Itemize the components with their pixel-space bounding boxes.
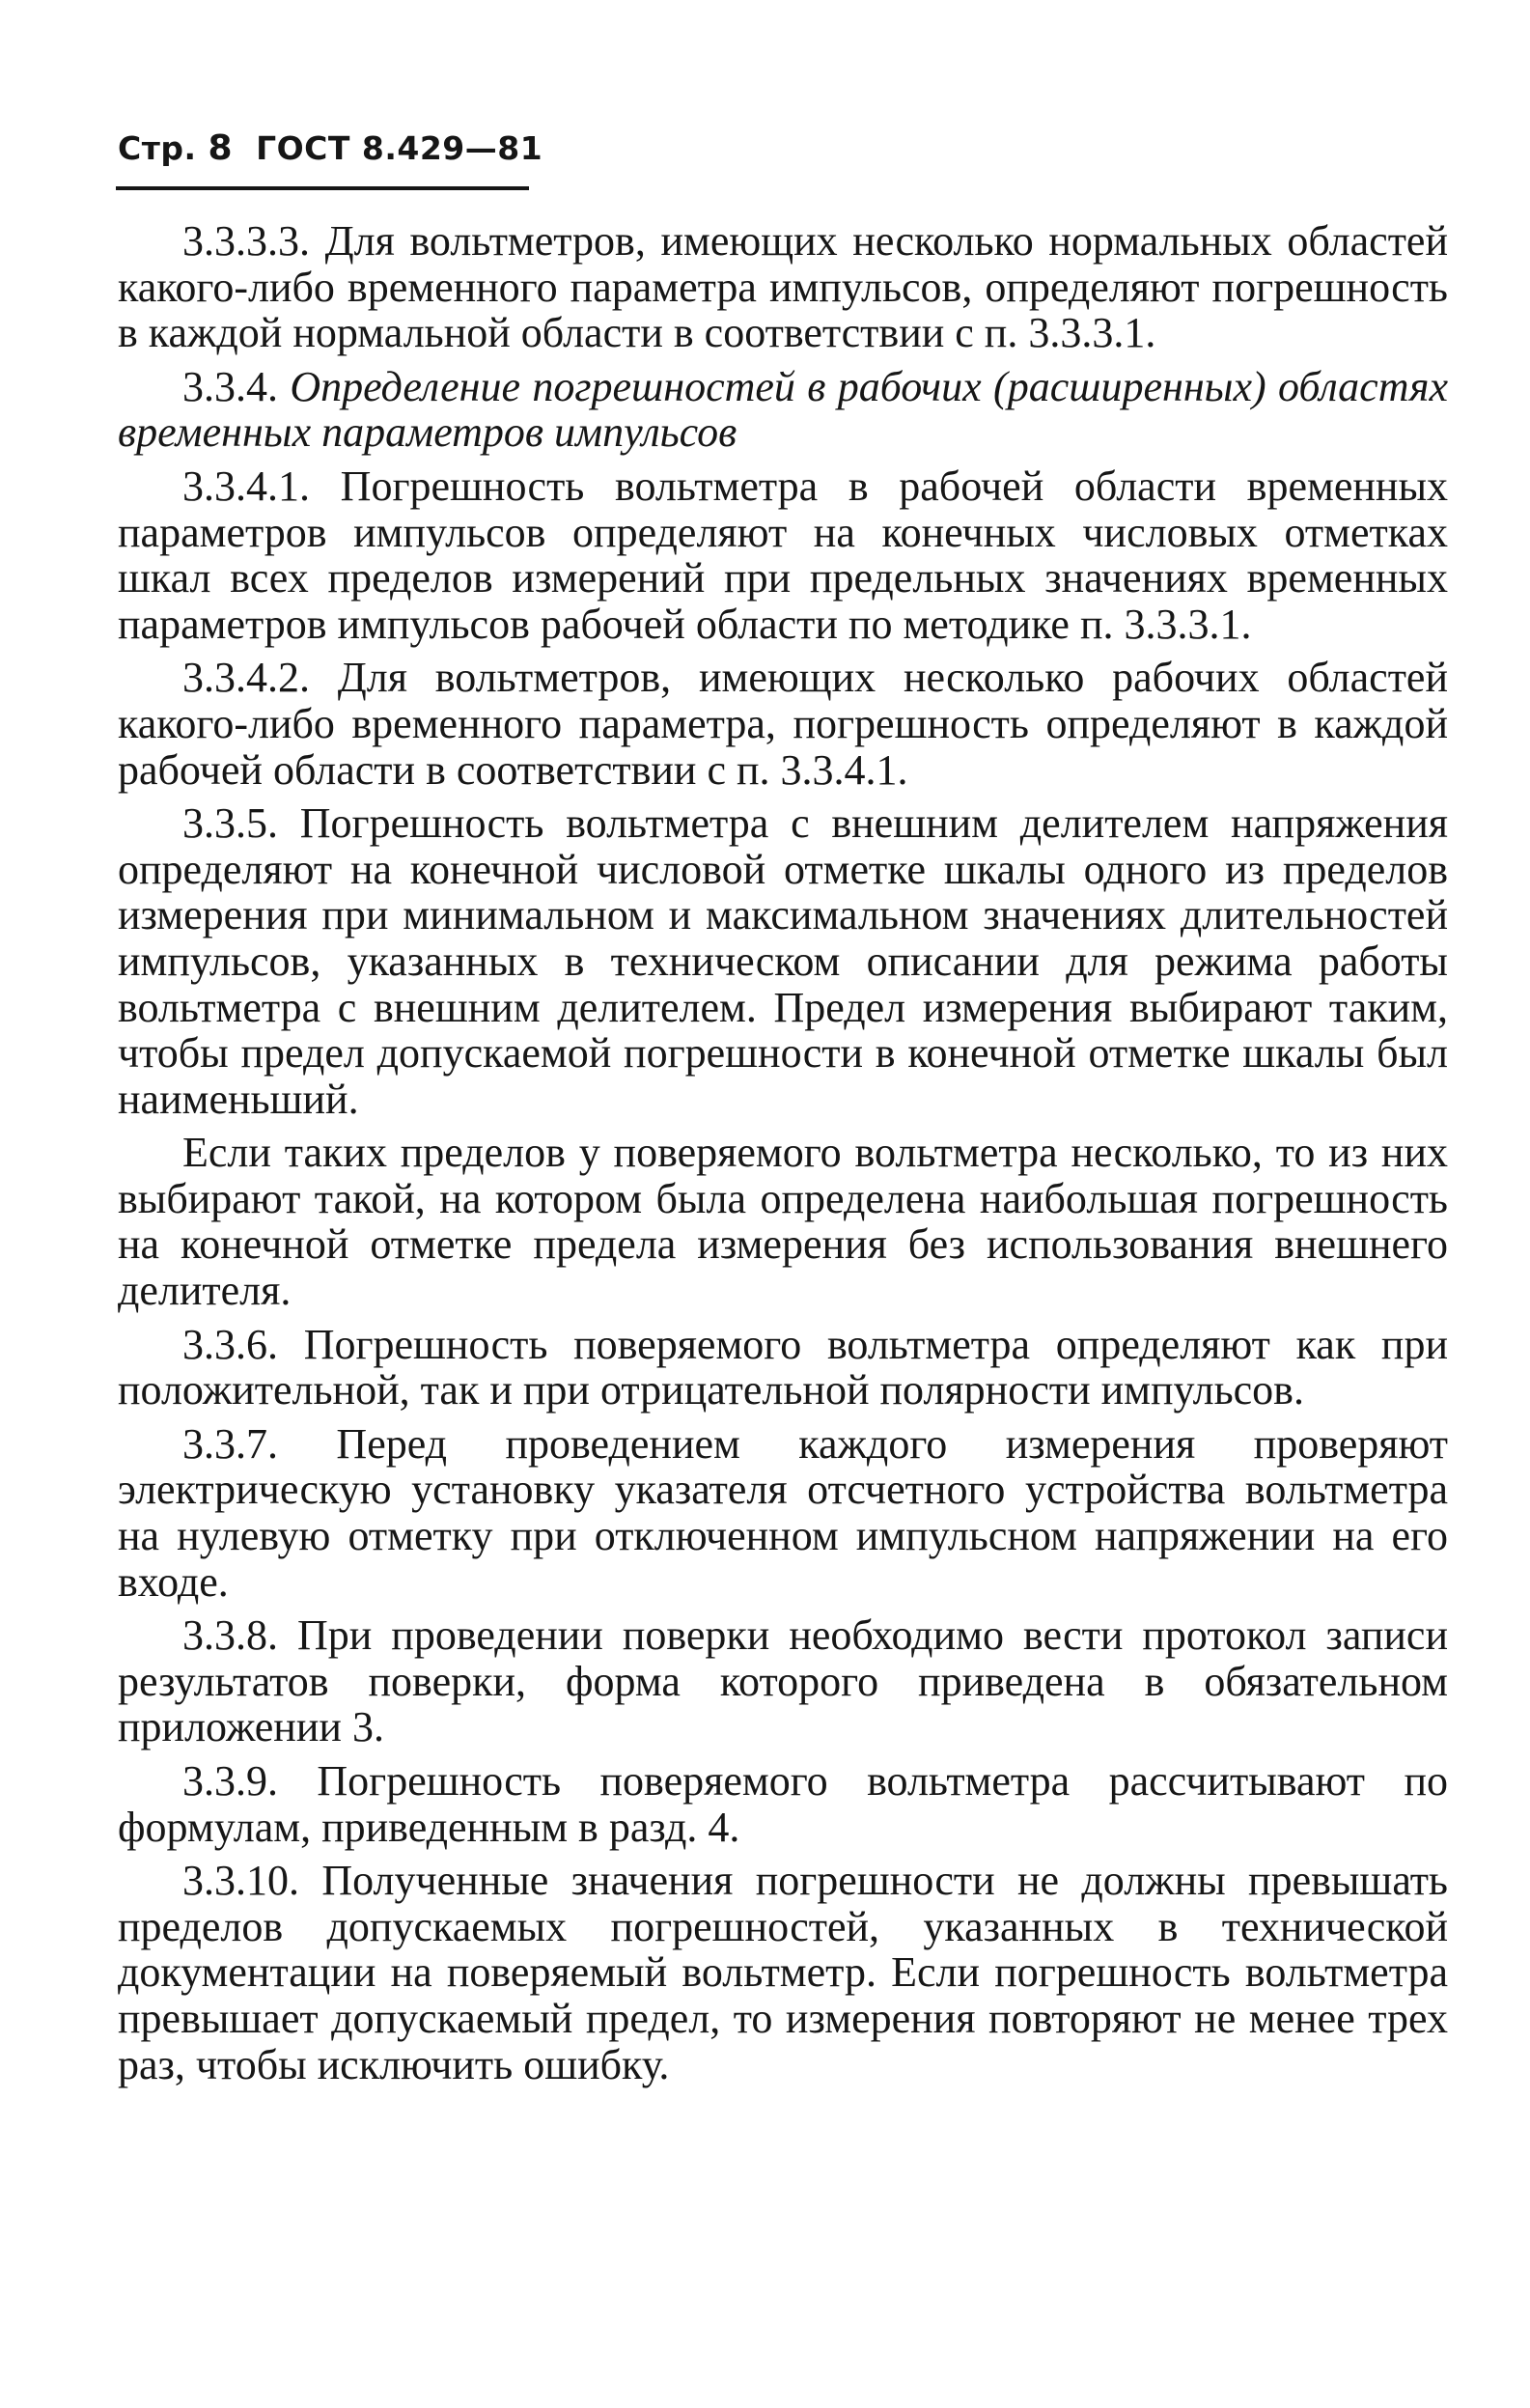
paragraph-number: 3.3.6. [182, 1320, 278, 1368]
paragraph-number: 3.3.8. [182, 1611, 278, 1660]
paragraph-number: 3.3.7. [182, 1419, 278, 1468]
paragraph-number: 3.3.9. [182, 1757, 278, 1805]
paragraph-3-3-9 [118, 1758, 1448, 1850]
paragraph-3-3-8 [118, 1612, 1448, 1750]
page-number: 8 [208, 128, 234, 168]
paragraph-text: Полученные значения погрешности не должны превышать пределов допускаемых погрешностей, указанных в технической документации на поверяемый вольтметр. Если погрешность вольтметра превышает допускаемый предел, то измерения повторяют не менее трех раз, чтобы исключить ошибку. [118, 1857, 1448, 2088]
paragraph-number: 3.3.10. [182, 1857, 299, 1905]
section-heading-text: Определение погрешностей в рабочих (расширенных) областях временных параметров импульсов [118, 362, 1448, 457]
paragraph-number: 3.3.4.1. [182, 462, 310, 510]
paragraph-text: При проведении поверки необходимо вести протокол записи результатов поверки, форма которого приведена в обязательном приложении 3. [118, 1611, 1448, 1751]
paragraph-text: Перед проведением каждого измерения проверяют электрическую установку указателя отсчетного устройства вольтметра на нулевую отметку при отключенном импульсном напряжении на его входе. [118, 1419, 1449, 1606]
paragraph-text: Погрешность поверяемого вольтметра определяют как при положительной, так и при отрицательной полярности импульсов. [118, 1320, 1448, 1414]
paragraph-text: Погрешность вольтметра в рабочей области временных параметров импульсов определяют на конечных числовых отметках шкал всех пределов измерений при предельных значениях временных параметров импульсов рабочей области по методике п. 3.3.3.1. [118, 462, 1449, 648]
paragraph-3-3-5 [118, 800, 1448, 1122]
paragraph-text: Если таких пределов у поверяемого вольтметра несколько, то из них выбирают такой, на котором была определена наибольшая погрешность на конечной отметке предела измерения без использования внешнего делителя. [118, 1129, 1448, 1315]
paragraph-text: Для вольтметров, имеющих несколько нормальных областей какого-либо временного параметра импульсов, определяют погрешность в каждой нормальной области в соответствии с п. 3.3.3.1. [118, 217, 1449, 357]
body-text [118, 218, 1448, 2095]
paragraph-3-3-7 [118, 1421, 1448, 1605]
paragraph-number: 3.3.3.3. [182, 217, 310, 265]
paragraph-3-3-3-3 [118, 218, 1448, 356]
paragraph-text: Погрешность вольтметра с внешним делителем напряжения определяют на конечной числовой отметке шкалы одного из пределов измерения при минимальном и максимальном значениях длительностей импульсов, указанных в техническом описании для режима работы вольтметра с внешним делителем. Предел измерения выбирают таким, чтобы предел допускаемой погрешности в конечной отметке шкалы был наименьший. [118, 799, 1448, 1123]
paragraph-number: 3.3.4.2. [182, 654, 310, 702]
paragraph-number: 3.3.4. [182, 362, 278, 410]
header-rule [116, 186, 529, 190]
paragraph-text: Погрешность поверяемого вольтметра рассчитывают по формулам, приведенным в разд. 4. [118, 1757, 1448, 1851]
page-label: Стр. [118, 129, 197, 167]
paragraph-number: 3.3.5. [182, 799, 278, 848]
paragraph-3-3-4-2 [118, 655, 1448, 793]
section-heading-3-3-4 [118, 364, 1448, 456]
page-header [118, 129, 542, 168]
paragraph-3-3-4-1 [118, 463, 1448, 647]
paragraph-3-3-6 [118, 1322, 1448, 1414]
paragraph-text: Для вольтметров, имеющих несколько рабочих областей какого-либо временного параметра, погрешность определяют в каждой рабочей области в соответствии с п. 3.3.4.1. [118, 654, 1448, 794]
paragraph-3-3-10 [118, 1858, 1448, 2087]
standard-designation: ГОСТ 8.429—81 [256, 129, 543, 167]
paragraph-3-3-5-continued [118, 1130, 1448, 1313]
